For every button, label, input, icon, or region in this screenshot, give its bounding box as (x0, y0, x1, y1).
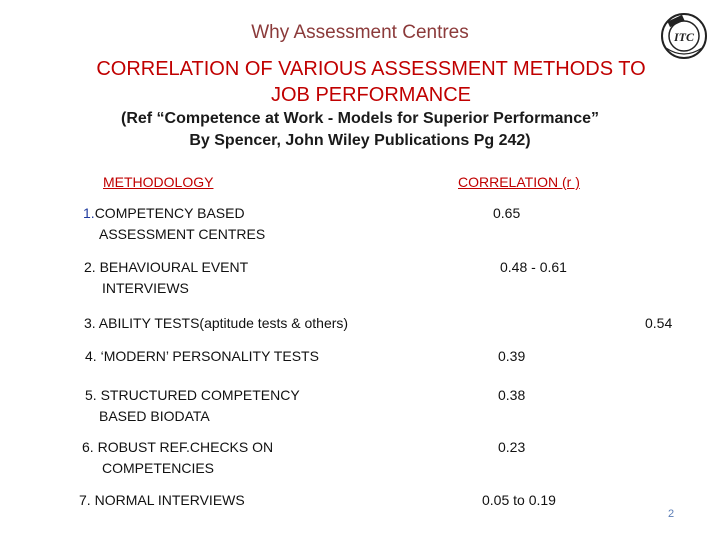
row-label: ROBUST REF.CHECKS ON (93, 439, 274, 455)
row-value: 0.65 (493, 205, 521, 221)
row-label: ‘MODERN’ PERSONALITY TESTS (96, 348, 319, 364)
page-number: 2 (668, 508, 675, 520)
main-heading (0, 56, 720, 108)
row-number: 7. (79, 492, 91, 508)
slide-subtitle: Why Assessment Centres (251, 22, 469, 43)
table-row (85, 385, 300, 427)
row-label: NORMAL INTERVIEWS (90, 492, 245, 508)
row-number: 2. (84, 259, 96, 275)
main-heading-line2: JOB PERFORMANCE (270, 84, 472, 106)
row-value: 0.54 (645, 315, 673, 331)
row-label: STRUCTURED COMPETENCY (96, 387, 300, 403)
row-number: 3. (84, 315, 96, 331)
row-value: 0.23 (498, 439, 526, 455)
table-row (79, 490, 245, 511)
row-label-line2: BASED BIODATA (99, 408, 210, 424)
row-number: 1. (83, 205, 95, 221)
row-label-line2: INTERVIEWS (102, 280, 189, 296)
reference-line1: (Ref “Competence at Work - Models for Superior Performance” (120, 110, 599, 127)
reference-line2: By Spencer, John Wiley Publications Pg 242) (189, 132, 531, 149)
row-number: 6. (82, 439, 94, 455)
correlation-column-header: CORRELATION (r ) (458, 174, 580, 190)
row-number: 5. (85, 387, 97, 403)
methodology-column-header: METHODOLOGY (103, 174, 214, 190)
row-value: 0.05 to 0.19 (482, 492, 556, 508)
row-label: BEHAVIOURAL EVENT (95, 259, 249, 275)
institute-logo (658, 10, 710, 62)
reference-note (0, 108, 720, 152)
table-row (84, 257, 248, 299)
table-row (82, 437, 273, 479)
table-row (83, 203, 265, 245)
row-value: 0.39 (498, 348, 526, 364)
svg-text:ITC: ITC (673, 30, 695, 44)
row-value: 0.38 (498, 387, 526, 403)
row-label: COMPETENCY BASED (94, 205, 245, 221)
row-value: 0.48 - 0.61 (500, 259, 567, 275)
table-row (85, 346, 319, 367)
row-label: ABILITY TESTS(aptitude tests & others) (95, 315, 349, 331)
row-label-line2: ASSESSMENT CENTRES (99, 226, 266, 242)
row-number: 4. (85, 348, 97, 364)
row-label-line2: COMPETENCIES (102, 460, 215, 476)
table-row (84, 313, 348, 334)
main-heading-line1: CORRELATION OF VARIOUS ASSESSMENT METHODS TO (96, 58, 646, 80)
